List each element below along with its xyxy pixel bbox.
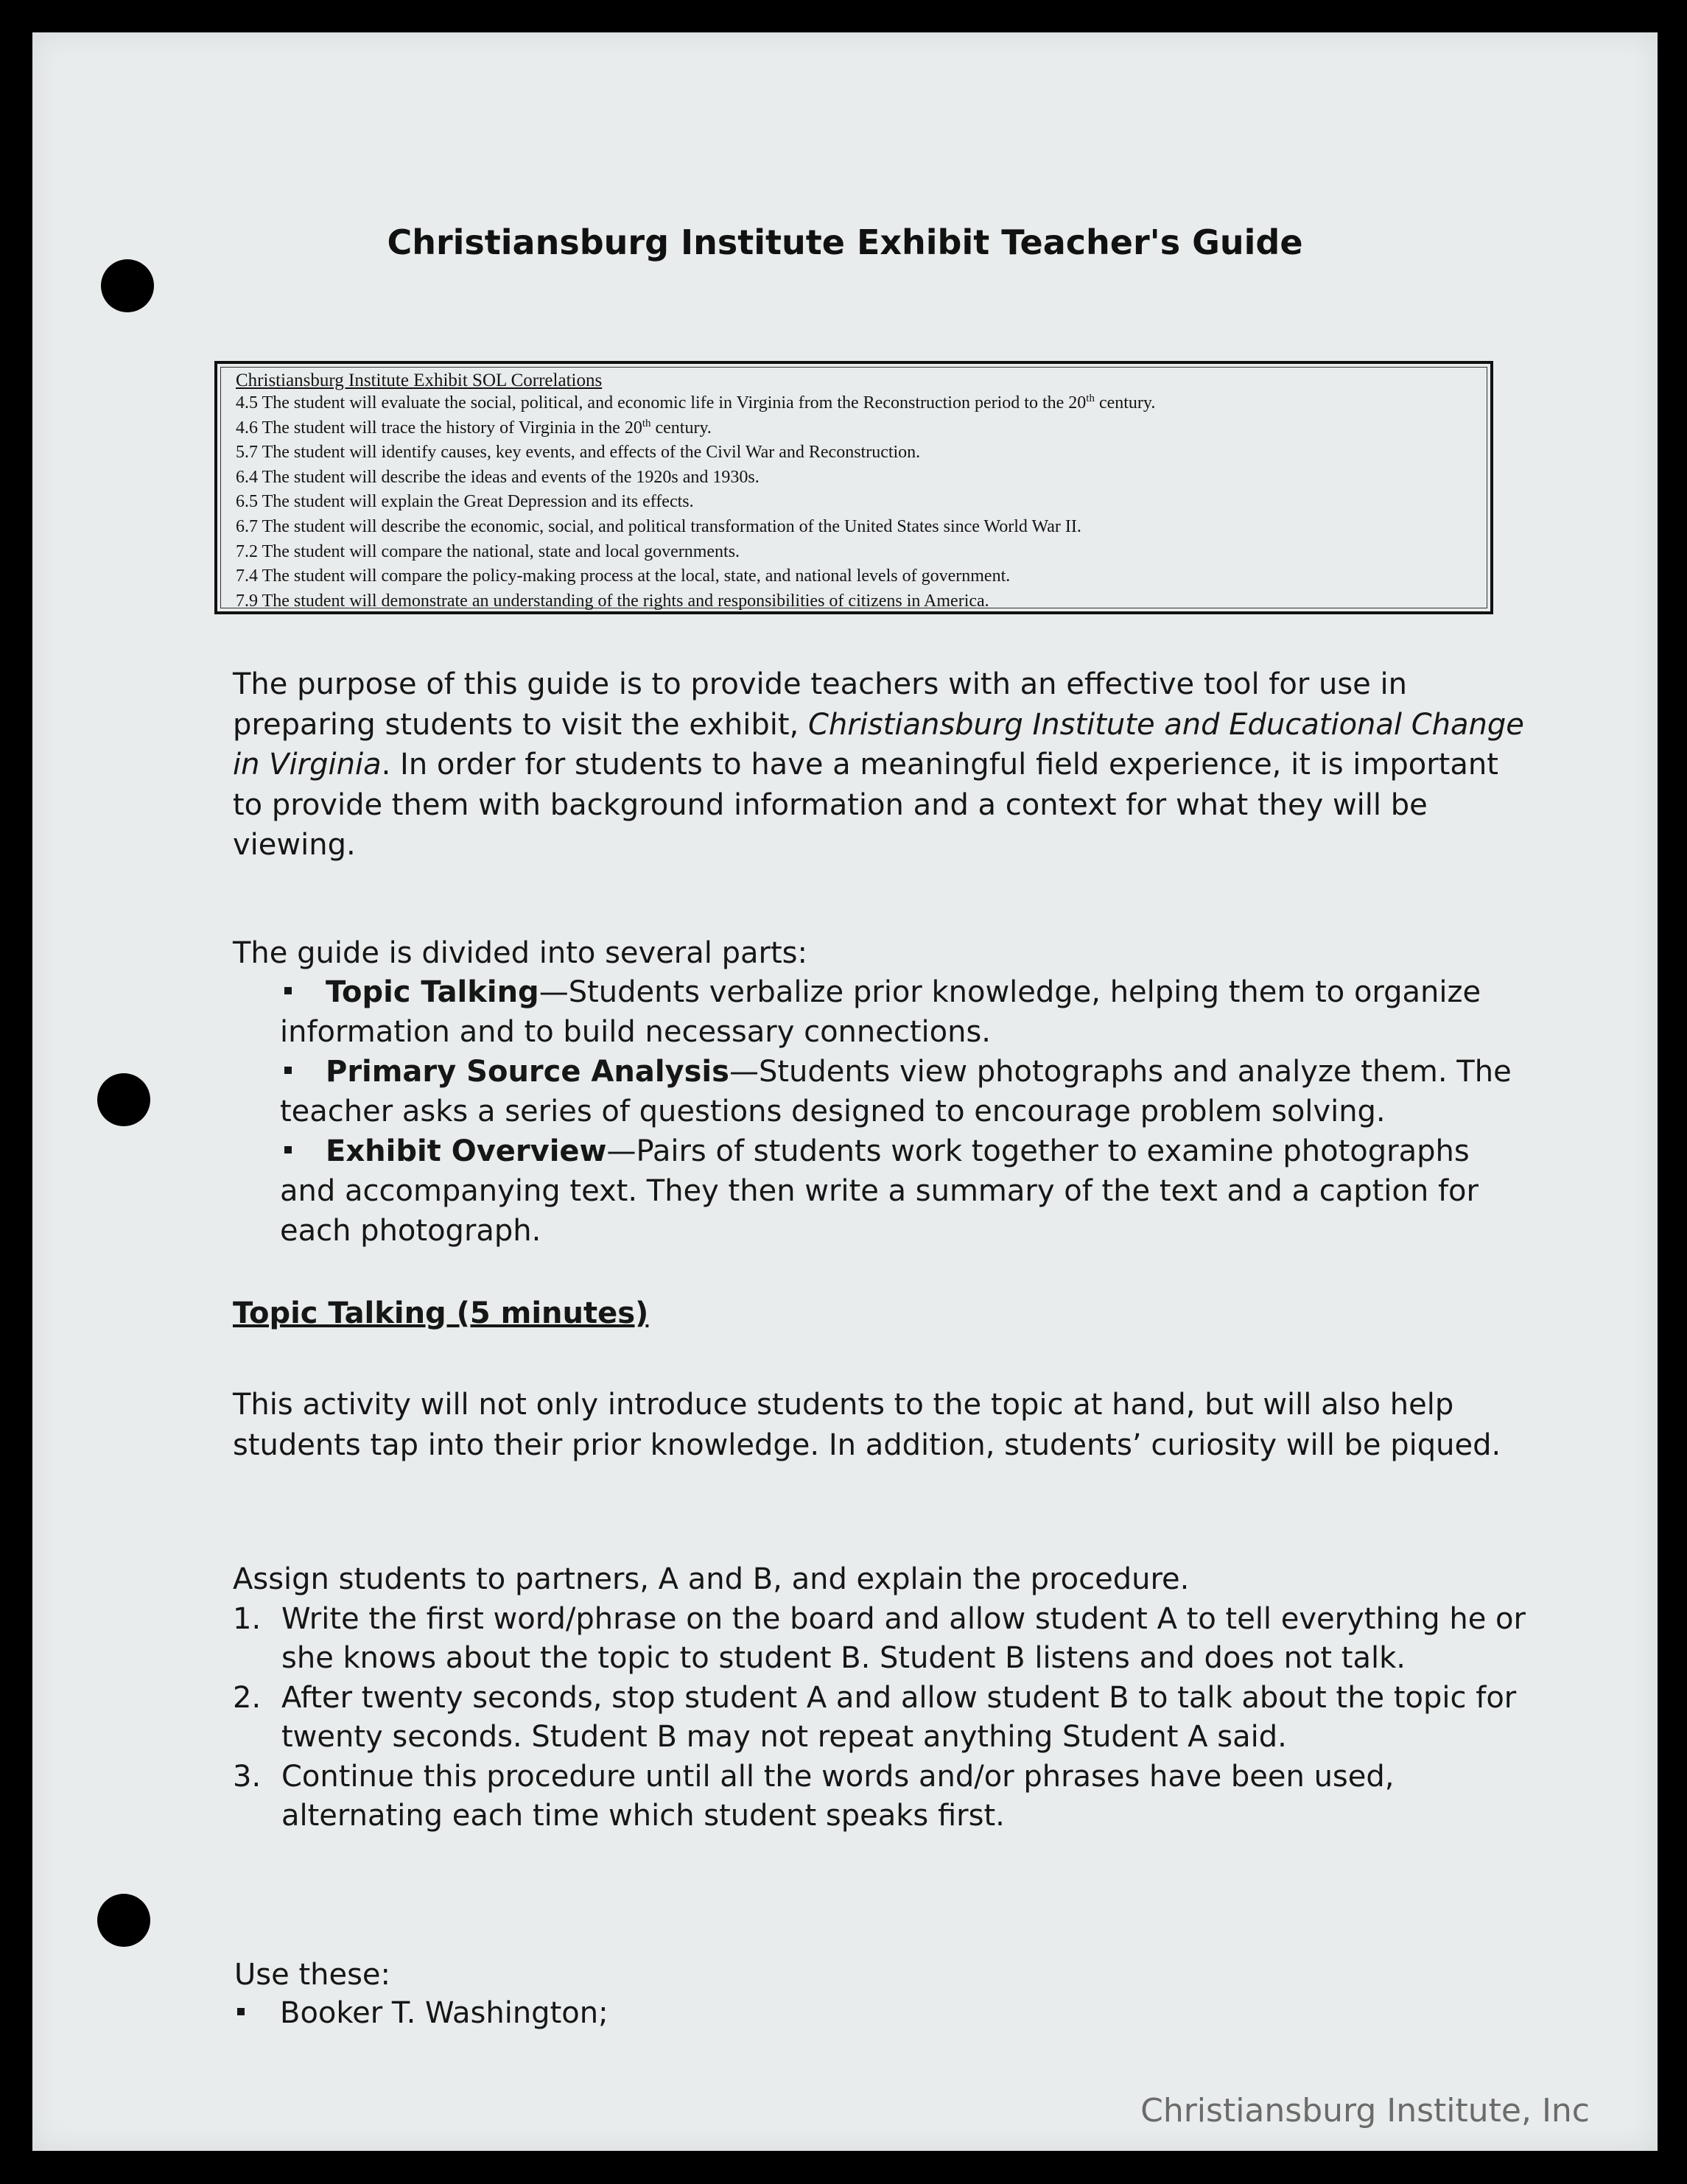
bullet-icon xyxy=(284,1146,292,1154)
sol-item: 4.5 The student will evaluate the social, political, and economic life in Virginia from the Reconstruction period to the 20th century. xyxy=(236,393,1156,412)
list-item xyxy=(280,1131,1532,1251)
part-description: —Pairs of students work together to examine photographs and accompanying text. They then write a summary of the text and a caption for each photograph. xyxy=(280,1134,1479,1248)
sol-correlations-box xyxy=(214,361,1493,614)
document-title: Christiansburg Institute Exhibit Teacher's Guide xyxy=(387,222,1303,262)
assign-text: Assign students to partners, A and B, and explain the procedure. xyxy=(233,1562,1190,1596)
step-text: After twenty seconds, stop student A and allow student B to talk about the topic for twenty seconds. Student B may not repeat anything Student A said. xyxy=(281,1680,1517,1754)
list-item xyxy=(233,1758,1529,1836)
purpose-text-after: . In order for students to have a meaningful field experience, it is important to provide them with background information and a context for what they will be viewing. xyxy=(233,748,1498,862)
parts-intro: The guide is divided into several parts: xyxy=(233,936,807,970)
list-item xyxy=(234,1994,608,2032)
step-number: 3. xyxy=(233,1759,262,1794)
parts-list xyxy=(280,972,1532,1251)
purpose-paragraph xyxy=(233,664,1529,865)
binder-hole-bottom xyxy=(97,1894,150,1947)
step-number: 2. xyxy=(233,1680,262,1715)
step-text: Continue this procedure until all the words and/or phrases have been used, alternating each time which student speaks first. xyxy=(281,1759,1395,1833)
part-description: —Students verbalize prior knowledge, helping them to organize information and to build necessary connections. xyxy=(280,975,1481,1049)
bullet-icon xyxy=(284,1067,292,1074)
part-term: Primary Source Analysis xyxy=(326,1055,729,1089)
activity-intro: This activity will not only introduce students to the topic at hand, but will also help students tap into their prior knowledge. In addition, students’ curiosity will be piqued. xyxy=(233,1388,1501,1462)
paper-sheet xyxy=(32,32,1658,2151)
sol-heading: Christiansburg Institute Exhibit SOL Correlations xyxy=(236,371,603,390)
step-text: Write the first word/phrase on the board and allow student A to tell everything he or she knows about the topic to student B. Student B listens and does not talk. xyxy=(281,1601,1526,1675)
bullet-icon xyxy=(237,2008,245,2015)
list-item xyxy=(280,1052,1532,1131)
bullet-icon xyxy=(284,987,292,994)
sol-item: 6.5 The student will explain the Great Depression and its effects. xyxy=(236,492,694,512)
list-item xyxy=(233,1679,1529,1758)
sol-correlations-inner xyxy=(220,367,1487,611)
part-description: —Students view photographs and analyze them. The teacher asks a series of questions designed to encourage problem solving. xyxy=(280,1055,1512,1128)
sol-item: 7.9 The student will demonstrate an understanding of the rights and responsibilities of citizens in America. xyxy=(236,591,989,611)
binder-hole-middle xyxy=(97,1073,150,1126)
binder-hole-top xyxy=(101,259,154,312)
list-item xyxy=(280,972,1532,1052)
part-term: Topic Talking xyxy=(326,975,539,1009)
step-number: 1. xyxy=(233,1601,262,1636)
use-these-list xyxy=(234,1956,608,2032)
sol-item: 7.4 The student will compare the policy-making process at the local, state, and national levels of government. xyxy=(236,566,1011,586)
sol-item: 5.7 The student will identify causes, key events, and effects of the Civil War and Reconstruction. xyxy=(236,443,921,463)
part-term: Exhibit Overview xyxy=(326,1134,607,1168)
sol-item: 7.2 The student will compare the national, state and local governments. xyxy=(236,541,740,561)
sol-item: 6.7 The student will describe the economic, social, and political transformation of the United States since World War II. xyxy=(236,516,1081,536)
sol-item: 4.6 The student will trace the history of Virginia in the 20th century. xyxy=(236,417,712,438)
exhibit-title: Christiansburg Institute and Educational Change in Virginia xyxy=(233,707,1524,782)
section-heading: Topic Talking (5 minutes) xyxy=(233,1296,649,1330)
sol-item: 6.4 The student will describe the ideas and events of the 1920s and 1930s. xyxy=(236,467,760,487)
use-these-label: Use these: xyxy=(234,1958,391,1992)
procedure-list xyxy=(233,1560,1529,1836)
list-item xyxy=(233,1600,1529,1679)
watermark: Christiansburg Institute, Inc xyxy=(1140,2092,1590,2129)
purpose-text-before: The purpose of this guide is to provide teachers with an effective tool for use in preparing students to visit the exhibit, xyxy=(233,667,1407,742)
use-item-text: Booker T. Washington; xyxy=(280,1996,608,2030)
